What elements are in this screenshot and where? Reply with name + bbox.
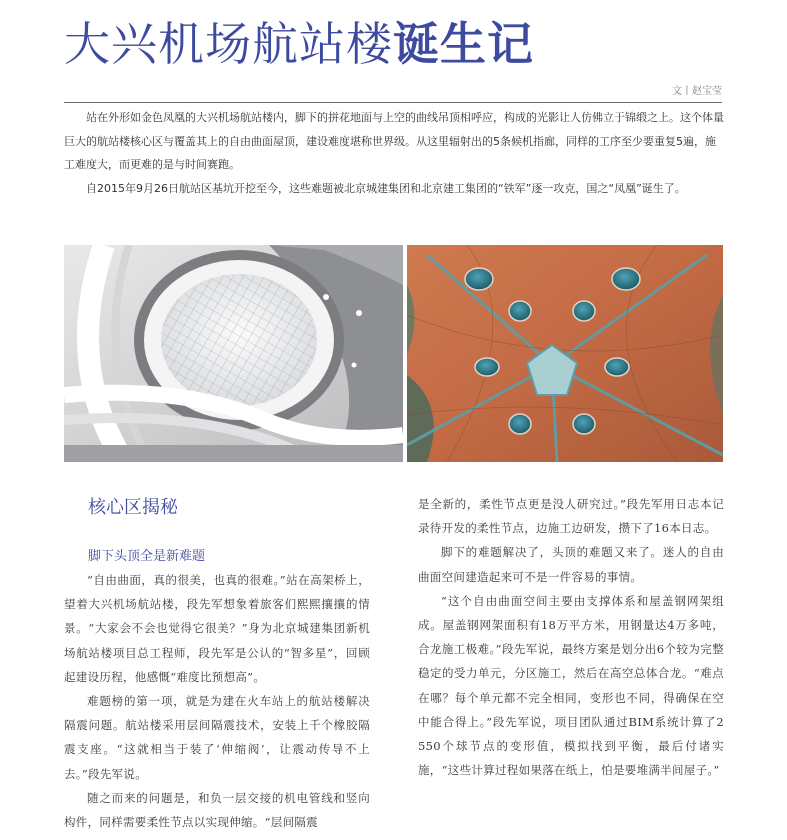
article-column-left bbox=[64, 492, 370, 834]
intro-paragraph: 站在外形如金色凤凰的大兴机场航站楼内，脚下的拼花地面与上空的曲线吊顶相呼应，构成的光影让人仿佛立于锦缎之上。这个体量巨大的航站楼核心区与覆盖其上的自由曲面屋顶，建设难度堪称世界级。从这里辐射出的5条候机指廊，同样的工序至少要重复5遍，施工难度大，而更难的是与时间赛跑。 bbox=[64, 111, 724, 171]
interior-atrium-photo bbox=[64, 245, 403, 462]
intro-paragraph: 自2015年9月26日航站区基坑开挖至今，这些难题被北京城建集团和北京建工集团的“铁军”逐一攻克，国之“凤凰”诞生了。 bbox=[86, 181, 686, 195]
page-title bbox=[64, 16, 534, 72]
section-title: 核心区揭秘 bbox=[88, 497, 178, 518]
header-rule bbox=[64, 102, 722, 103]
article-body-right bbox=[418, 492, 724, 782]
interior-atrium-illustration bbox=[64, 245, 403, 462]
intro-block bbox=[64, 106, 724, 200]
aerial-roof-illustration bbox=[407, 245, 723, 462]
subheading: 脚下头顶全是新难题 bbox=[88, 549, 206, 564]
aerial-roof-photo bbox=[407, 245, 723, 462]
body-paragraph: 随之而来的问题是，和负一层交接的机电管线和竖向构件，同样需要柔性节点以实现伸缩。“层间隔震 bbox=[64, 790, 370, 830]
body-paragraph: “自由曲面，真的很美，也真的很难。”站在高架桥上，望着大兴机场航站楼，段先军想象着旅客们熙熙攘攘的情景。“大家会不会也觉得它很美？”身为北京城建集团新机场航站楼项目总工程师，段先军是公认的“智多星”，回顾起建设历程，他感慨“难度比预想高”。 bbox=[64, 573, 370, 684]
body-paragraph: 是全新的，柔性节点更是没人研究过。”段先军用日志本记录待开发的柔性节点，边施工边研发，攒下了16本日志。 bbox=[418, 497, 724, 536]
article-body-left bbox=[64, 568, 370, 834]
title-light: 大兴机场航站楼 bbox=[64, 17, 393, 71]
body-paragraph: 脚下的难题解决了，头顶的难题又来了。迷人的自由曲面空间建造起来可不是一件容易的事情。 bbox=[418, 545, 724, 584]
byline: 文丨赵宝莹 bbox=[672, 86, 722, 97]
body-paragraph: 难题榜的第一项，就是为建在火车站上的航站楼解决隔震问题。航站楼采用层间隔震技术，安装上千个橡胶隔震支座。“这就相当于装了‘伸缩阀’，让震动传导不上去。”段先军说。 bbox=[64, 694, 370, 781]
title-bold: 诞生记 bbox=[393, 17, 534, 71]
article-column-right bbox=[418, 492, 724, 782]
body-paragraph: “这个自由曲面空间主要由支撑体系和屋盖钢网架组成。屋盖钢网架面积有18万平方米，用钢量达4万多吨，合龙施工极难。”段先军说，最终方案是划分出6个较为完整稳定的受力单元，分区施工，然后在高空总体合龙。“难点在哪？每个单元都不完全相同，变形也不同，得确保在空中能合得上。”段先军说，项目团队通过BIM系统计算了2 550个球节点的变形值，模拟找到平衡，最后付诸实施，“这些计算过程如果落在纸上，怕是要堆满半间屋子。” bbox=[418, 593, 724, 778]
